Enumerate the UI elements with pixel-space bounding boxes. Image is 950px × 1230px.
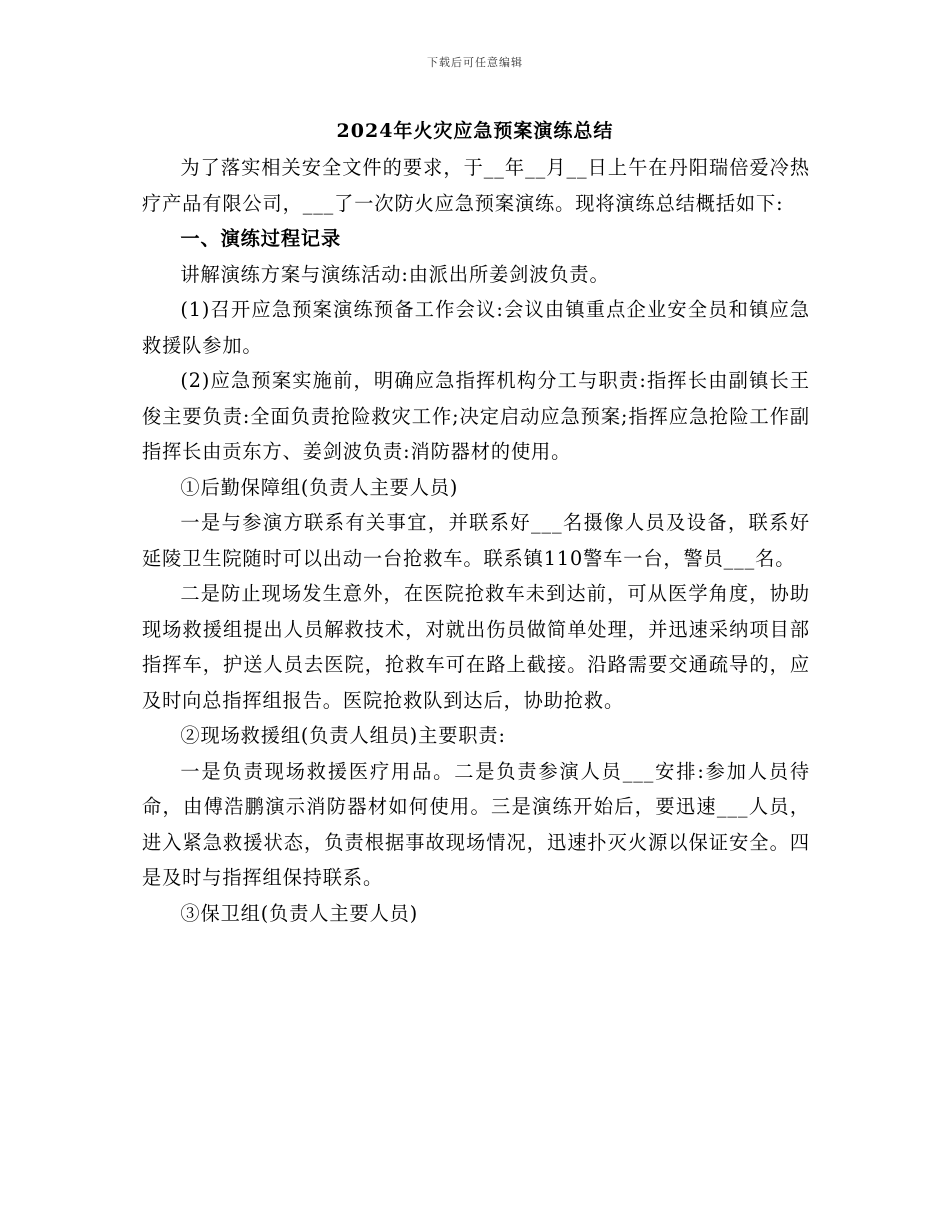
header-note: 下载后可任意编辑: [427, 56, 523, 69]
document-body: [142, 150, 810, 931]
body-paragraph: 二是防止现场发生意外，在医院抢救车未到达前，可从医学角度，协助现场救援组提出人员解救技术，对就出伤员做简单处理，并迅速采纳项目部指挥车，护送人员去医院，抢救车可在路上截接。沿路需要交通疏导的，应及时向总指挥组报告。医院抢救队到达后，协助抢救。: [142, 582, 810, 712]
intro-paragraph: 为了落实相关安全文件的要求，于__年__月__日上午在丹阳瑞倍爱冷热疗产品有限公司，___了一次防火应急预案演练。现将演练总结概括如下:: [142, 156, 810, 215]
body-paragraph: 一是与参演方联系有关事宜，并联系好___名摄像人员及设备，联系好延陵卫生院随时可以出动一台抢救车。联系镇110警车一台，警员___名。: [142, 511, 810, 570]
subsection-label: ③保卫组(负责人主要人员): [180, 901, 419, 925]
body-paragraph: 一是负责现场救援医疗用品。二是负责参演人员___安排:参加人员待命，由傅浩鹏演示消防器材如何使用。三是演练开始后，要迅速___人员，进入紧急救援状态，负责根据事故现场情况，迅速扑灭火源以保证安全。四是及时与指挥组保持联系。: [142, 759, 810, 889]
body-paragraph: (2)应急预案实施前，明确应急指挥机构分工与职责:指挥长由副镇长王俊主要负责:全面负责抢险救灾工作;决定启动应急预案;指挥应急抢险工作副指挥长由贡东方、姜剑波负责:消防器材的使用。: [142, 369, 810, 463]
body-paragraph: (1)召开应急预案演练预备工作会议:会议由镇重点企业安全员和镇应急救援队参加。: [142, 298, 810, 357]
body-paragraph: 讲解演练方案与演练活动:由派出所姜剑波负责。: [180, 262, 610, 286]
subsection-label: ②现场救援组(负责人组员)主要职责:: [180, 724, 506, 747]
subsection-label: ①后勤保障组(负责人主要人员): [180, 475, 459, 499]
section-heading: 一、演练过程记录: [180, 227, 342, 250]
document-title: 2024年火灾应急预案演练总结: [336, 120, 614, 142]
